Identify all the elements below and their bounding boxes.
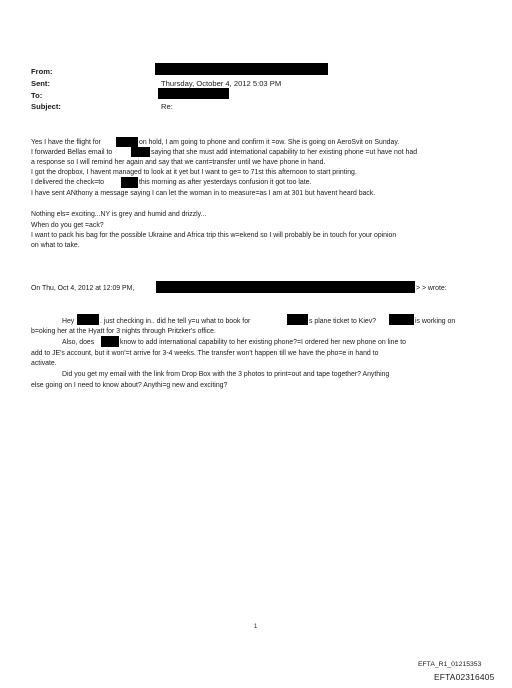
page-number: 1 <box>254 624 258 630</box>
to-label: To: <box>31 91 43 100</box>
quote-line: activate. <box>31 360 57 367</box>
quote-line: else going on I need to know about? Anythi=g new and exciting? <box>31 382 228 389</box>
subject-value: Re: <box>161 102 173 111</box>
quote-line: know to add international capability to her existing phone?=I ordered her new phone on line to <box>120 339 406 346</box>
subject-label: Subject: <box>31 102 61 111</box>
quote-line: Hey <box>62 318 75 325</box>
sent-value: Thursday, October 4, 2012 5:03 PM <box>161 79 282 88</box>
redacted-name <box>287 314 308 325</box>
redacted-name <box>121 177 138 188</box>
body-line: saying that she must add international capability to her existing phone =ut have not had <box>151 149 418 156</box>
body-line: on what to take. <box>31 242 80 249</box>
redacted-name <box>77 314 99 325</box>
redacted-name <box>131 147 150 157</box>
body-line: When do you get =ack? <box>31 222 104 229</box>
quote-line: Also, does <box>62 339 95 346</box>
from-label: From: <box>31 67 53 76</box>
redacted-name <box>101 336 119 347</box>
body-line: I have sent ANthony a message saying I can let the woman in to measure=as I am at 301 but havent heard back. <box>31 190 376 197</box>
body-line: I want to pack his bag for the possible Ukraine and Africa trip this w=ekend so I will probably be in touch for your opinion <box>31 232 397 239</box>
quote-attribution: On Thu, Oct 4, 2012 at 12:09 PM, <box>31 285 135 292</box>
body-line: Yes I have the flight for <box>31 139 101 146</box>
body-line: I got the dropbox, I havent managed to look at it yet but I want to ge= to 71st this afternoon to start printing. <box>31 169 357 176</box>
quote-line: add to JE's account, but it won'=t arrive for 3-4 weeks. The transfer won't happen till we have the pho=e in hand to <box>31 350 379 357</box>
quote-line: . just checking in.. did he tell y=u what to book for <box>100 318 251 325</box>
body-line: I delivered the check=to <box>31 179 104 186</box>
sent-label: Sent: <box>31 79 50 88</box>
redacted-name <box>389 314 414 325</box>
body-line: I forwarded Bellas email to <box>31 149 113 156</box>
quote-attribution-end: > > wrote: <box>416 285 447 292</box>
footer-id-1: EFTA_R1_01215353 <box>418 661 482 668</box>
redacted-name <box>116 137 138 147</box>
quote-line: Did you get my email with the link from Drop Box with the 3 photos to print=out and tape together? Anything <box>62 371 390 378</box>
quote-line: b=oking her at the Hyatt for 3 nights through Pritzker's office. <box>31 328 216 335</box>
redacted-sender-email <box>156 281 415 293</box>
body-line: on hold, I am going to phone and confirm it =ow. She is going on AeroSvit on Sunday. <box>139 139 400 146</box>
redacted-from <box>155 63 328 75</box>
body-line: a response so I will remind her again and say that we cant=transfer until we have phone in hand. <box>31 159 326 166</box>
quote-line: is working on <box>415 318 456 325</box>
redacted-to <box>158 88 229 99</box>
quote-line: s plane ticket to Kiev? <box>309 318 377 325</box>
body-line: Nothing els= exciting...NY is grey and humid and drizzly... <box>31 211 207 218</box>
footer-id-2: EFTA02316405 <box>434 672 495 682</box>
body-line: this morning as after yesterdays confusion it got too late. <box>139 179 312 186</box>
